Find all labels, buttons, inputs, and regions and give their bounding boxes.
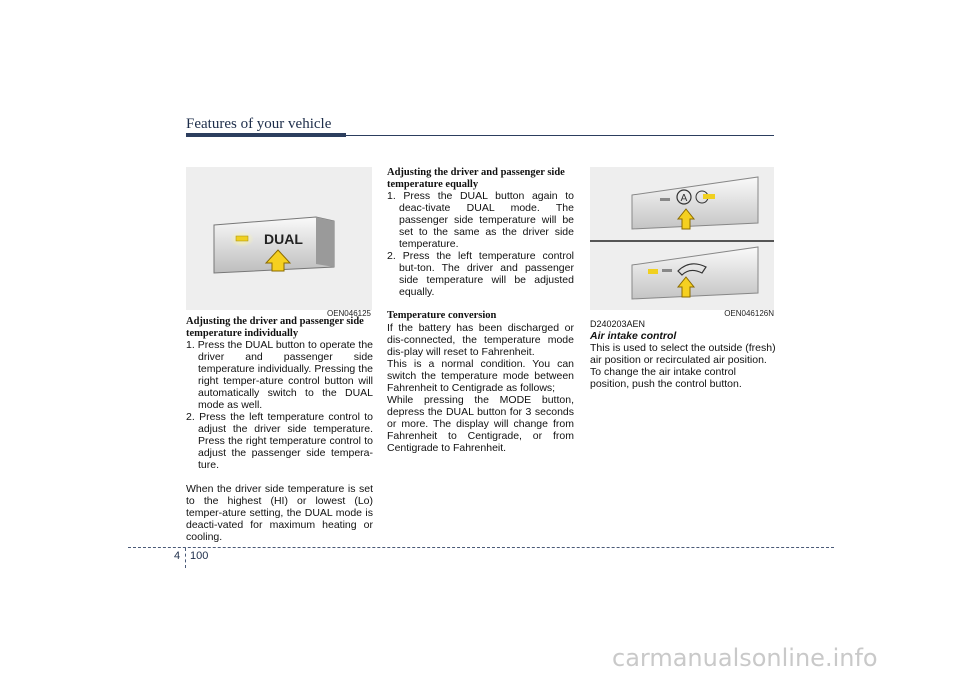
svg-text:A: A	[680, 193, 688, 204]
paragraph: This is used to select the outside (fresh) air position or recirculated air position.	[590, 342, 776, 366]
list-item: 1. Press the DUAL button again to deac-tivate DUAL mode. The passenger side temperature will be set to the same as the driver side temperature.	[387, 190, 574, 250]
paragraph: When the driver side temperature is set to the highest (HI) or lowest (Lo) temper-ature setting, the DUAL mode is deacti-vated for maximum heating or cooling.	[186, 483, 373, 543]
air-intake-figure	[590, 167, 774, 318]
air-intake-illustration	[590, 167, 774, 310]
figure-code: OEN046125	[326, 309, 371, 318]
dual-button-figure	[186, 167, 372, 318]
figure-code: OEN046126N	[724, 309, 774, 318]
arrow-up-icon	[186, 167, 372, 310]
column-3	[590, 318, 776, 390]
column-1	[186, 316, 373, 543]
section-code: D240203AEN	[590, 319, 646, 329]
page-header-title: Features of your vehicle	[186, 116, 332, 132]
watermark: carmanualsonline.info	[612, 644, 878, 672]
footer-rule	[128, 547, 834, 548]
list-item: 2. Press the left temperature control but-ton. The driver and passenger side temperature will be adjusted equally.	[387, 250, 574, 298]
paragraph: This is a normal condition. You can switch the temperature mode between Fahrenheit to Centigrade as follows;	[387, 357, 574, 394]
section-title: Adjusting the driver and passenger side temperature equally	[387, 167, 565, 190]
chapter-number: 4	[174, 550, 181, 562]
header-rule	[186, 135, 774, 136]
paragraph: If the battery has been discharged or dis-connected, the temperature mode dis-play will reset to Fahrenheit.	[387, 321, 574, 358]
paragraph: To change the air intake control position, push the control button.	[590, 366, 742, 390]
column-2	[387, 167, 574, 454]
paragraph: While pressing the MODE button, depress the DUAL button for 3 seconds or more. The display will change from Fahrenheit to Centigrade, or from Centigrade to Fahrenheit.	[387, 393, 574, 454]
footer-divider	[185, 548, 186, 568]
instruction-list	[387, 190, 574, 298]
list-item: 1. Press the DUAL button to operate the driver and passenger side temperature individually. Pressing the right temper-ature control button will automatically switch to the DUAL mode as well.	[186, 339, 373, 411]
list-item: 2. Press the left temperature control to adjust the driver side temperature. Press the right temperature control to adjust the passenger side tempera-ture.	[186, 411, 373, 471]
instruction-list	[186, 339, 373, 471]
section-subheading: Air intake control	[590, 330, 677, 342]
section-title: Temperature conversion	[387, 310, 497, 321]
dual-button-label: DUAL	[264, 231, 303, 247]
page-number: 100	[190, 550, 209, 562]
section-title: Adjusting the driver and passenger side temperature individually	[186, 316, 364, 339]
